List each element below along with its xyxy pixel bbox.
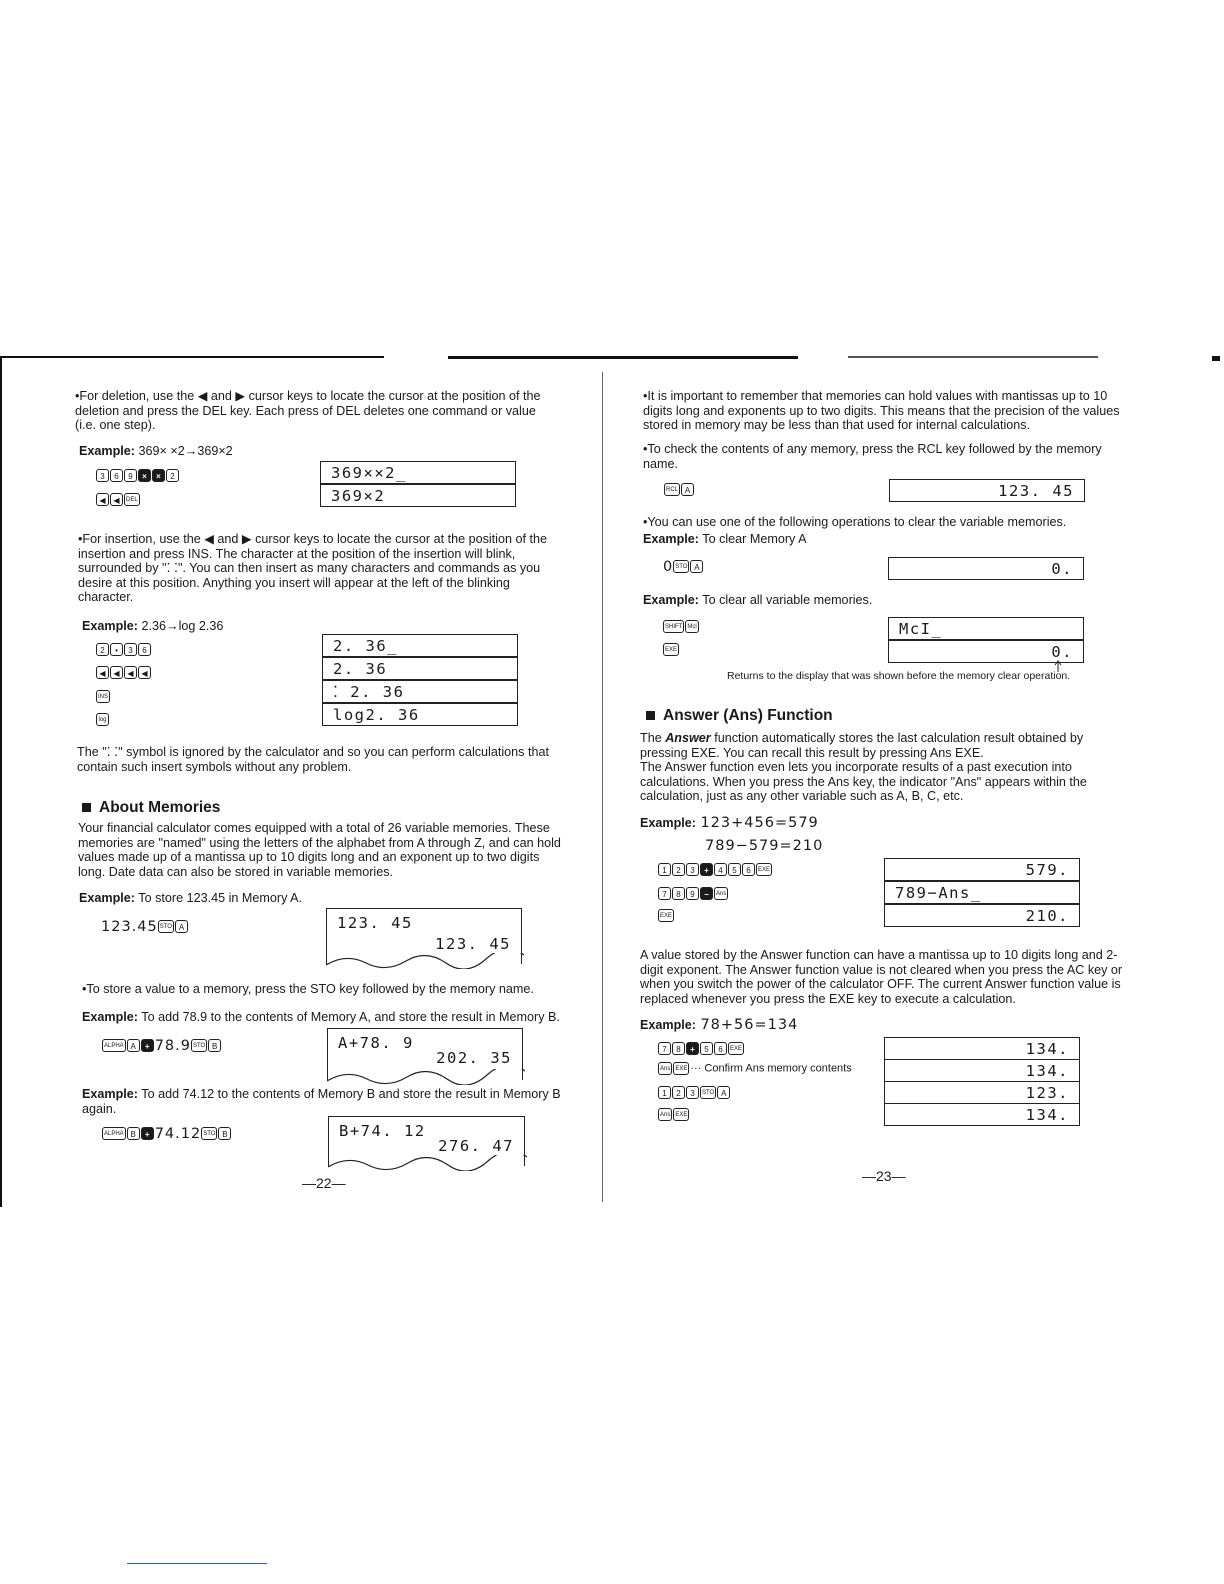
rcl-display: [889, 479, 1085, 502]
example-2-heading: [82, 619, 223, 634]
ex7-display-1: [888, 617, 1084, 640]
store-paragraph: [82, 982, 567, 997]
display-text: 579.: [1025, 861, 1069, 879]
display-text: 0.: [1051, 643, 1073, 661]
ans-text-2: The Answer function even lets you incorporate results of a past execution into calculations. When you press the Ans key, the indicator "Ans" appears within the calculation, just as any other variable such as A, B, C, etc.: [640, 760, 1087, 803]
deletion-paragraph: [75, 389, 560, 433]
key-b[interactable]: B: [127, 1127, 140, 1140]
memory-clear-note: [727, 670, 1070, 682]
key-6[interactable]: 6: [138, 643, 151, 656]
key-1[interactable]: 1: [658, 863, 671, 876]
ex5-display: [328, 1116, 525, 1166]
key-a[interactable]: A: [690, 560, 703, 573]
square-bullet-icon: [82, 803, 91, 812]
ex1-display-1: [320, 461, 516, 484]
display-text: McI_: [899, 620, 943, 638]
insert-symbol-text: The "⁚ ⁚" symbol is ignored by the calculator and so you can perform calculations that contain such insert symbols without any problem.: [77, 745, 549, 774]
ex7-keys-row2: [663, 641, 680, 659]
key-left-cursor[interactable]: ◀: [124, 666, 137, 679]
memories-text: Your financial calculator comes equipped with a total of 26 variable memories. These memories are "named" using the letters of the alphabet from A through Z, and can hold values made up of a mantissa up to 10 digits long and an exponent up to two digits long. Date data can also be stored in variable memories.: [78, 821, 561, 879]
ex8-display-2: [884, 881, 1080, 904]
key-2[interactable]: 2: [96, 643, 109, 656]
torn-edge-icon: [328, 1155, 527, 1171]
example-8-line-2: [705, 838, 823, 854]
key-a[interactable]: A: [717, 1086, 730, 1099]
ex2-display-1: [322, 634, 518, 657]
key-3[interactable]: 3: [686, 863, 699, 876]
key-9[interactable]: 9: [686, 887, 699, 900]
key-sto[interactable]: STO: [158, 920, 174, 933]
display-top: 123. 45: [337, 914, 413, 932]
key-del[interactable]: DEL: [124, 493, 140, 506]
display-text: 134.: [1025, 1040, 1069, 1058]
key-minus[interactable]: −: [700, 887, 713, 900]
example-text: 2.36→log 2.36: [141, 619, 224, 633]
ex2-keys-row4: [96, 711, 110, 729]
ans-paragraph-2: [640, 760, 1125, 804]
memories-paragraph: [78, 821, 563, 879]
ex3-display: [326, 908, 522, 964]
example-label: Example:: [640, 1018, 696, 1032]
example-label: Example:: [79, 444, 135, 458]
key-plus[interactable]: +: [700, 863, 713, 876]
key-8[interactable]: 8: [672, 1042, 685, 1055]
rcl-keys: [664, 481, 695, 499]
ex9-display-2: [884, 1059, 1080, 1082]
key-2[interactable]: 2: [166, 469, 179, 482]
top-rule-left: [0, 356, 384, 358]
display-text: 2. 36: [333, 660, 388, 678]
key-left-cursor[interactable]: ◀: [110, 666, 123, 679]
key-sto[interactable]: STO: [191, 1039, 207, 1052]
example-9-heading: [640, 1016, 798, 1034]
ex1-display-2: [320, 484, 516, 507]
ex9-display-4: [884, 1103, 1080, 1126]
display-text: 123. 45: [998, 482, 1074, 500]
key-left-cursor[interactable]: ◀: [138, 666, 151, 679]
ex2-display-4: [322, 703, 518, 726]
display-text: 210.: [1025, 907, 1069, 925]
key-6[interactable]: 6: [714, 1042, 727, 1055]
key-left-cursor[interactable]: ◀: [110, 493, 123, 506]
check-paragraph: [643, 442, 1125, 471]
ex7-keys-row1: [663, 618, 700, 636]
ex9-keys-row3: [658, 1084, 731, 1102]
example-label: Example:: [640, 816, 696, 830]
key-plus[interactable]: +: [686, 1042, 699, 1055]
example-5-heading: [82, 1087, 567, 1116]
ans-text-pre: The: [640, 731, 666, 745]
ex6-display: [888, 557, 1084, 580]
ex9-display-1: [884, 1037, 1080, 1060]
display-top: B+74. 12: [339, 1122, 426, 1140]
ex8-keys-row1: [658, 861, 773, 879]
key-multiply[interactable]: ×: [152, 469, 165, 482]
key-exe[interactable]: EXE: [658, 909, 674, 922]
check-text: •To check the contents of any memory, press the RCL key followed by the memory name.: [643, 442, 1102, 471]
key-4[interactable]: 4: [714, 863, 727, 876]
key-b[interactable]: B: [218, 1127, 231, 1140]
example-text: To store 123.45 in Memory A.: [138, 891, 303, 905]
key-ans[interactable]: Ans: [658, 1062, 672, 1075]
key-exe[interactable]: EXE: [728, 1042, 744, 1055]
memories-heading: [82, 799, 220, 817]
example-label: Example:: [643, 532, 699, 546]
display-text: 789−Ans_: [895, 884, 982, 902]
insertion-paragraph: [78, 532, 563, 605]
key-7[interactable]: 7: [658, 1042, 671, 1055]
key-sto[interactable]: STO: [673, 560, 689, 573]
ex6-keys: [663, 558, 704, 576]
display-top: A+78. 9: [338, 1034, 414, 1052]
key-multiply[interactable]: ×: [138, 469, 151, 482]
ex9-keys-row4: [658, 1106, 690, 1124]
example-label: Example:: [82, 1087, 138, 1101]
page-number-right: [862, 1168, 906, 1184]
key-a[interactable]: A: [681, 483, 694, 496]
ans-heading: [646, 707, 833, 725]
clear-text: •You can use one of the following operations to clear the variable memories.: [643, 515, 1067, 529]
key-a[interactable]: A: [127, 1039, 140, 1052]
key-5[interactable]: 5: [728, 863, 741, 876]
key-exe[interactable]: EXE: [663, 643, 679, 656]
display-text: 134.: [1025, 1062, 1069, 1080]
key-exe[interactable]: EXE: [673, 1108, 689, 1121]
key-plus[interactable]: +: [141, 1039, 154, 1052]
page-number-text: —22—: [302, 1175, 346, 1191]
example-text: To clear all variable memories.: [702, 593, 873, 607]
key-alpha[interactable]: ALPHA: [102, 1127, 126, 1140]
key-8[interactable]: 8: [672, 887, 685, 900]
entry-value: 123.45: [101, 918, 158, 935]
example-label: Example:: [79, 891, 135, 905]
torn-edge-icon: [326, 953, 524, 969]
ex8-display-1: [884, 858, 1080, 881]
key-9[interactable]: 9: [124, 469, 137, 482]
key-1[interactable]: 1: [658, 1086, 671, 1099]
example-text: To add 78.9 to the contents of Memory A, and store the result in Memory B.: [141, 1010, 560, 1024]
key-rcl[interactable]: RCL: [664, 483, 680, 496]
display-text: 0.: [1051, 560, 1073, 578]
ex2-keys-row2: [96, 664, 152, 682]
page-number-text: —23—: [862, 1168, 906, 1184]
ex2-display-3: [322, 680, 518, 703]
key-shift[interactable]: SHIFT: [663, 620, 684, 633]
key-sto[interactable]: STO: [700, 1086, 716, 1099]
example-line-1: 123+456=579: [700, 815, 819, 831]
ex3-keys: [101, 918, 189, 936]
insertion-text: •For insertion, use the ◀ and ▶ cursor keys to locate the cursor at the position of the insertion and press INS. The character at the position of the insertion will blink, surrounded by "⁚ ⁚". You can then insert as many characters and commands as you desire at this position. Anything you insert will appear at the left of the blinking character.: [78, 532, 547, 604]
key-6[interactable]: 6: [110, 469, 123, 482]
display-bottom: 276. 47: [438, 1137, 514, 1155]
key-6[interactable]: 6: [742, 863, 755, 876]
display-text: 369×2: [331, 487, 386, 505]
key-exe[interactable]: EXE: [673, 1062, 689, 1075]
key-exe[interactable]: EXE: [756, 863, 772, 876]
display-text: log2. 36: [333, 706, 420, 724]
torn-edge-icon: [327, 1069, 525, 1085]
ex2-display-2: [322, 657, 518, 680]
display-text: 123.: [1025, 1084, 1069, 1102]
ex4-keys: [102, 1037, 222, 1055]
heading-text: About Memories: [99, 799, 221, 816]
ex8-keys-row3: [658, 907, 675, 925]
key-2[interactable]: 2: [672, 863, 685, 876]
ex9-display-3: [884, 1081, 1080, 1104]
key-sto[interactable]: STO: [201, 1127, 217, 1140]
note-text: Returns to the display that was shown before the memory clear operation.: [727, 670, 1071, 682]
right-edge-mark: [1212, 356, 1220, 361]
key-7[interactable]: 7: [658, 887, 671, 900]
example-7-heading: [643, 593, 872, 608]
mantissa-paragraph: [643, 389, 1125, 433]
ans-text-3: A value stored by the Answer function can have a mantissa up to 10 digits long and 2-digit exponent. The Answer function value is not cleared when you press the AC key or when you switch the power of the calculator OFF. The current Answer function value is replaced whenever you press the EXE key to execute a calculation.: [640, 948, 1123, 1006]
example-text: To add 74.12 to the contents of Memory B and store the result in Memory B again.: [82, 1087, 561, 1116]
key-dot[interactable]: •: [110, 643, 123, 656]
key-ans[interactable]: Ans: [714, 887, 728, 900]
key-alpha[interactable]: ALPHA: [102, 1039, 126, 1052]
display-text: 369××2_: [331, 464, 407, 482]
ex4-display: [327, 1028, 523, 1080]
key-ins[interactable]: INS: [96, 690, 110, 703]
ex8-display-3: [884, 904, 1080, 927]
example-text: 369× ×2→369×2: [138, 444, 233, 458]
display-text: ⁚ 2. 36: [333, 683, 405, 701]
ex2-keys-row3: [96, 688, 111, 706]
key-3[interactable]: 3: [96, 469, 109, 482]
confirm-note: ··· Confirm Ans memory contents: [690, 1062, 852, 1075]
display-text: 2. 36_: [333, 637, 398, 655]
key-a[interactable]: A: [175, 920, 188, 933]
display-bottom: 123. 45: [435, 935, 511, 953]
left-edge-line: [0, 357, 2, 1207]
example-label: Example:: [643, 593, 699, 607]
top-rule-mid: [448, 356, 798, 359]
center-gutter: [602, 372, 603, 1202]
deletion-text: •For deletion, use the ◀ and ▶ cursor keys to locate the cursor at the position of the deletion and press the DEL key. Each press of DEL deletes one command or value (i.e. one step).: [75, 389, 541, 432]
key-plus[interactable]: +: [141, 1127, 154, 1140]
insert-symbol-paragraph: [77, 745, 562, 774]
ex8-keys-row2: [658, 885, 729, 903]
example-1-heading: [79, 444, 233, 459]
ex2-keys-row1: [96, 641, 152, 659]
example-6-heading: [643, 532, 807, 547]
square-bullet-icon: [646, 711, 655, 720]
bottom-blue-line: [127, 1563, 267, 1564]
mantissa-text: •It is important to remember that memories can hold values with mantissas up to 10 digits long and exponents up to two digits. This means that the precision of the values stored in memory may be less than that used for internal calculations.: [643, 389, 1120, 432]
key-mcl[interactable]: Mcl: [685, 620, 698, 633]
top-rule-right: [848, 356, 1098, 358]
ans-paragraph-3: [640, 948, 1125, 1006]
store-text: •To store a value to a memory, press the STO key followed by the memory name.: [82, 982, 534, 996]
key-b[interactable]: B: [208, 1039, 221, 1052]
entry-value: 78.9: [154, 1037, 191, 1054]
ans-paragraph-1: [640, 731, 1125, 760]
key-left-cursor[interactable]: ◀: [96, 666, 109, 679]
example-8-heading: [640, 814, 819, 832]
key-left-cursor[interactable]: ◀: [96, 493, 109, 506]
key-3[interactable]: 3: [686, 1086, 699, 1099]
entry-value: 74.12: [154, 1125, 202, 1142]
clear-paragraph: [643, 515, 1125, 530]
example-line-2: 789−579=210: [705, 838, 824, 854]
example-3-heading: [79, 891, 302, 906]
heading-text: Answer (Ans) Function: [663, 707, 833, 724]
ex5-keys: [102, 1125, 232, 1143]
page-number-left: [302, 1175, 346, 1191]
key-2[interactable]: 2: [672, 1086, 685, 1099]
example-label: Example:: [82, 619, 138, 633]
display-bottom: 202. 35: [436, 1049, 512, 1067]
ans-text-post: function automatically stores the last calculation result obtained by pressing EXE. You can recall this result by pressing Ans EXE.: [640, 731, 1084, 760]
key-3[interactable]: 3: [124, 643, 137, 656]
ans-text-bold: Answer: [665, 731, 711, 745]
example-label: Example:: [82, 1010, 138, 1024]
example-text: 78+56=134: [700, 1017, 799, 1033]
ex9-keys-row2: [658, 1062, 852, 1075]
key-5[interactable]: 5: [700, 1042, 713, 1055]
example-4-heading: [82, 1010, 567, 1025]
example-text: To clear Memory A: [702, 532, 807, 546]
key-log[interactable]: log: [96, 713, 109, 726]
display-text: 134.: [1025, 1106, 1069, 1124]
ex1-keys-row2: [96, 491, 141, 509]
ex9-keys-row1: [658, 1040, 745, 1058]
entry-value: 0: [663, 558, 674, 575]
ex1-keys-row1: [96, 467, 180, 485]
key-ans[interactable]: Ans: [658, 1108, 672, 1121]
